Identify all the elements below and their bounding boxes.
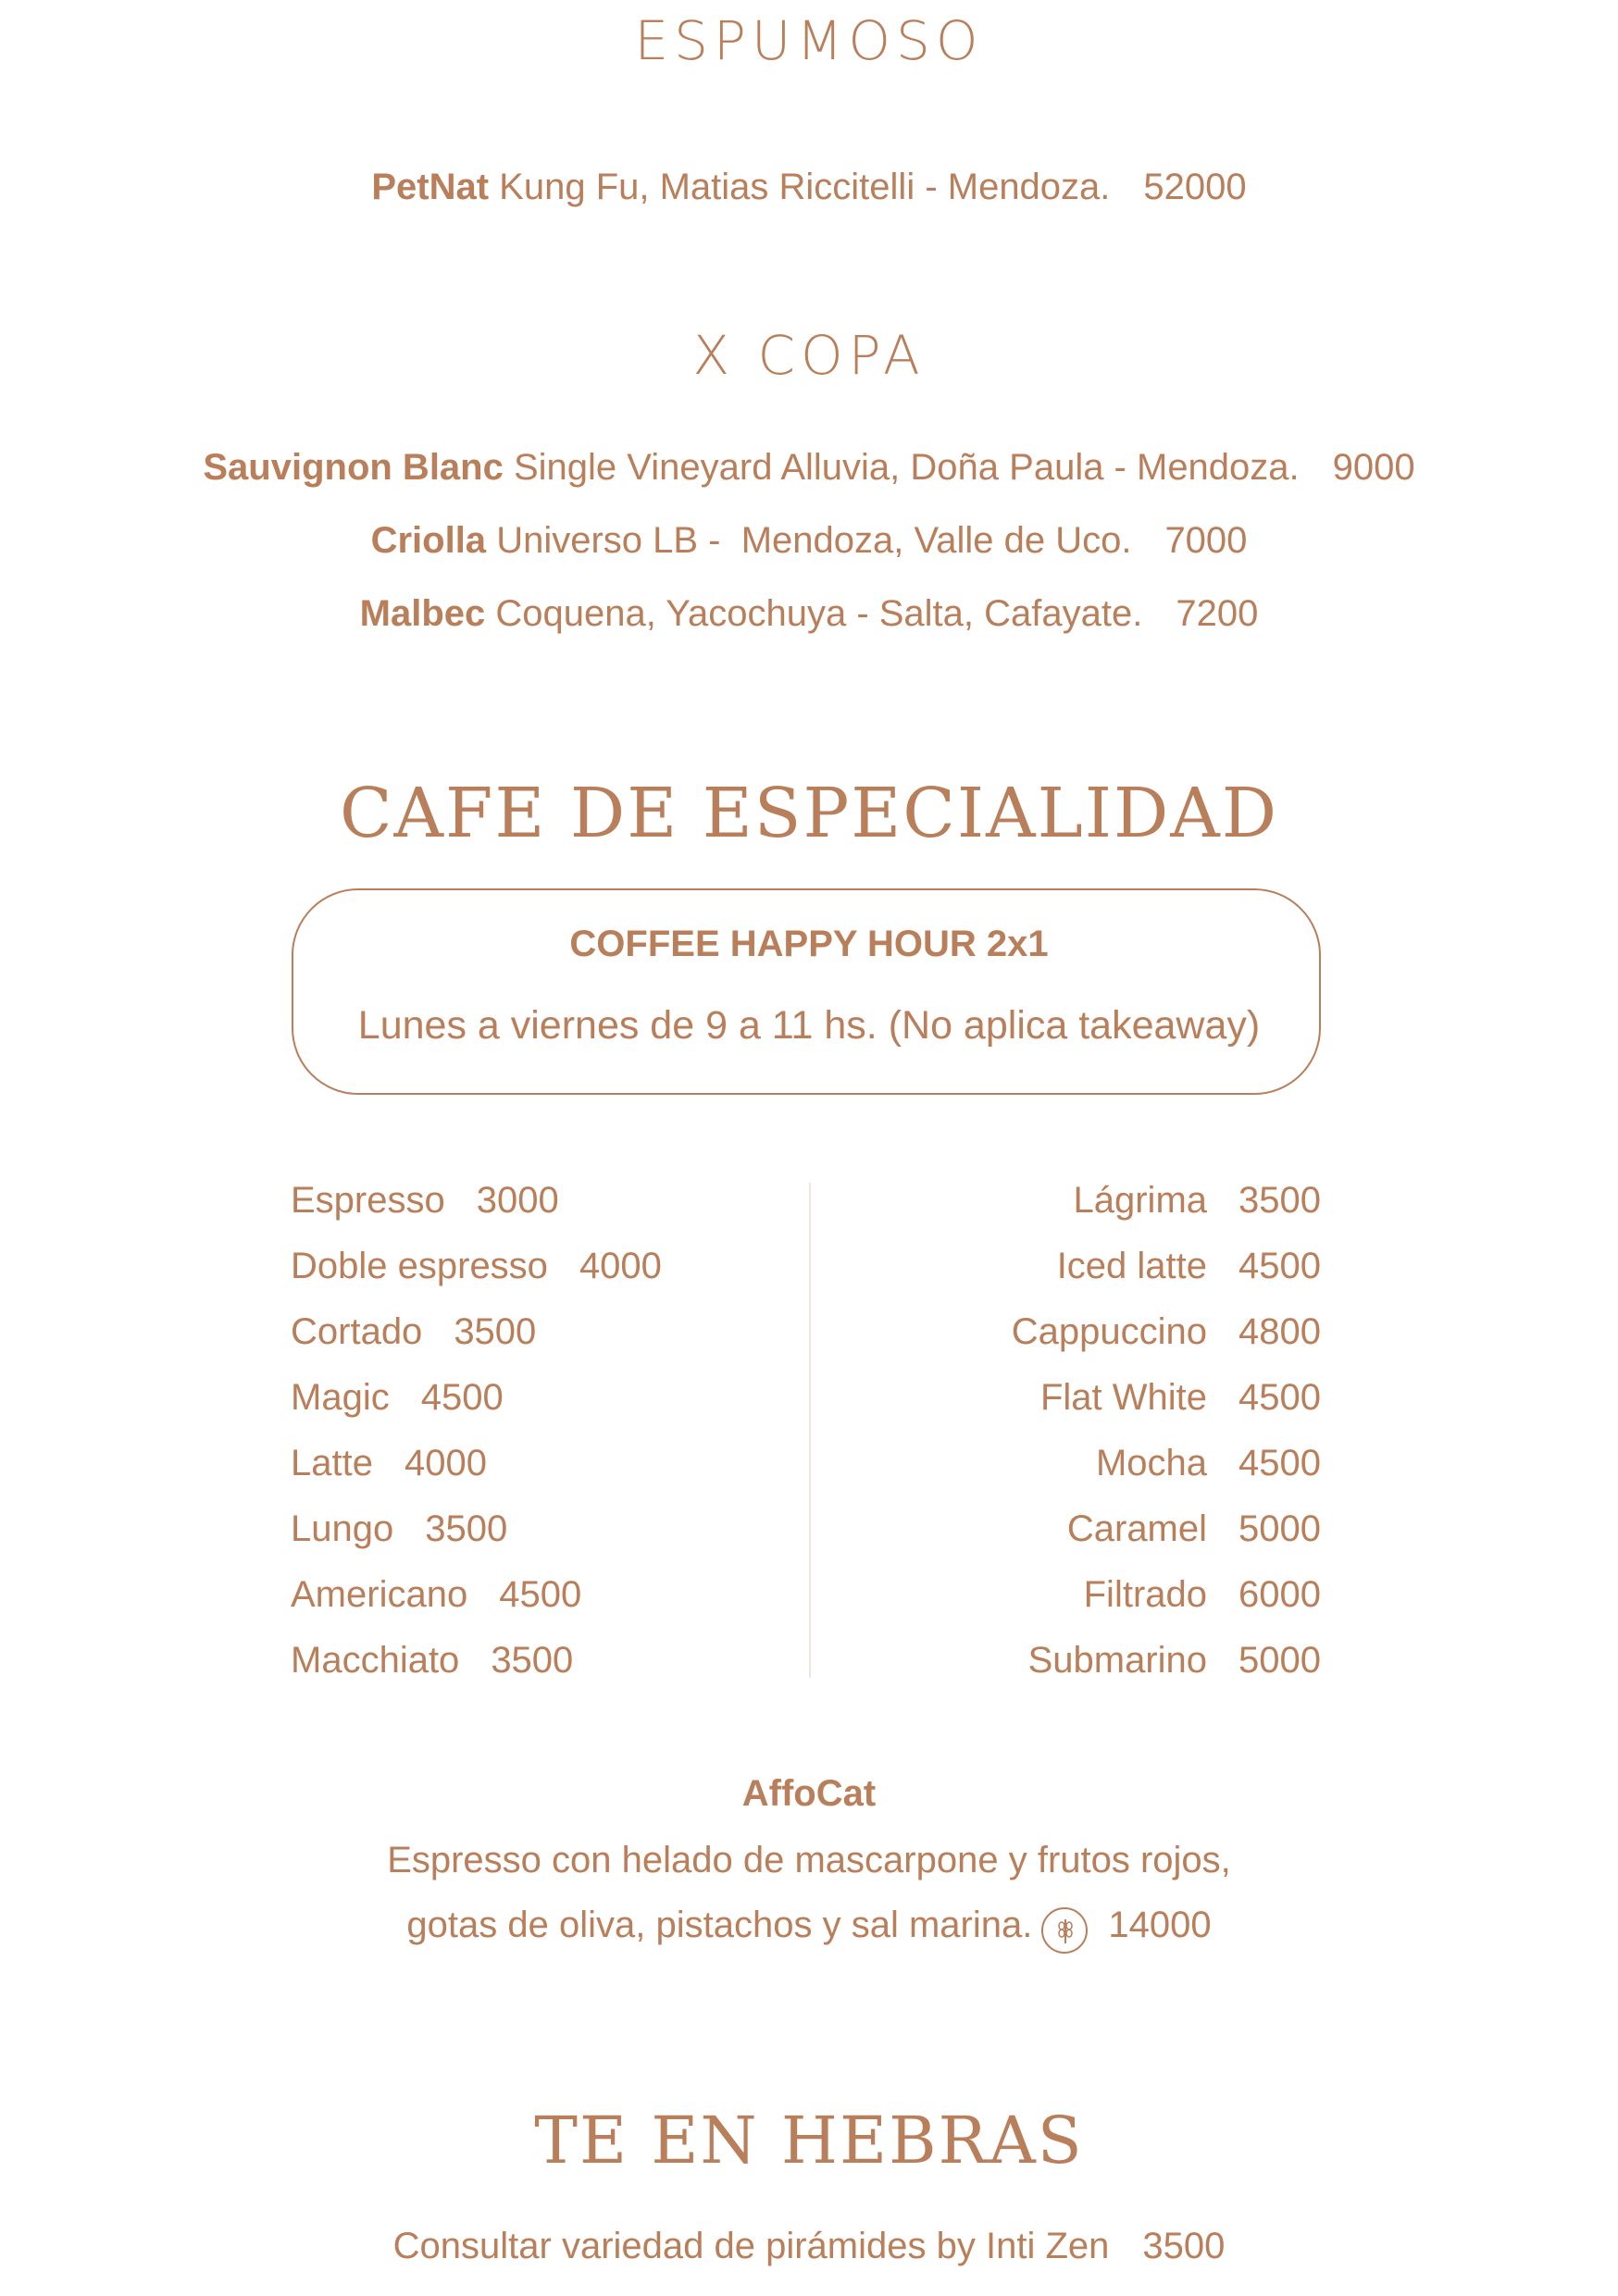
item-desc: Universo LB - Mendoza, Valle de Uco.	[496, 520, 1132, 561]
item-name: Submarino	[1027, 1640, 1208, 1681]
item-name: Latte	[291, 1443, 373, 1483]
te-price: 3500	[1142, 2226, 1226, 2266]
list-item	[291, 1568, 809, 1633]
affocat-title: AffoCat	[741, 1773, 877, 1814]
list-item	[809, 1568, 1321, 1633]
item-name: Lungo	[291, 1508, 394, 1549]
item-desc: Kung Fu, Matias Riccitelli - Mendoza.	[499, 167, 1111, 207]
item-price: 7000	[1164, 520, 1248, 561]
item-price: 5000	[1238, 1640, 1321, 1681]
list-item	[809, 1173, 1321, 1239]
list-item	[809, 1239, 1321, 1305]
affocat-desc-text: gotas de oliva, pistachos y sal marina.	[406, 1905, 1033, 1945]
item-price: 3500	[491, 1640, 574, 1681]
item-price: 4500	[499, 1574, 582, 1615]
item-name: Espresso	[291, 1180, 445, 1221]
coffee-list-right	[809, 1173, 1321, 1699]
menu-item-criolla	[0, 520, 1618, 562]
item-price: 4000	[579, 1246, 662, 1286]
item-name: Magic	[291, 1377, 390, 1418]
item-price: 6000	[1238, 1574, 1321, 1615]
item-price: 52000	[1143, 167, 1247, 207]
happy-hour-title: COFFEE HAPPY HOUR 2x1	[569, 924, 1049, 964]
item-name: Flat White	[1039, 1377, 1208, 1418]
item-name: Iced latte	[1056, 1246, 1208, 1286]
item-name: Doble espresso	[291, 1246, 548, 1286]
coffee-list-left	[291, 1173, 809, 1699]
list-item	[809, 1633, 1321, 1699]
affocat-desc-line1: Espresso con helado de mascarpone y frutos rojos,	[387, 1840, 1231, 1880]
item-price: 3500	[1238, 1180, 1321, 1221]
section-title-xcopa: X COPA	[692, 324, 926, 387]
list-item	[291, 1371, 809, 1436]
item-name: Malbec	[359, 593, 486, 634]
item-price: 7200	[1176, 593, 1259, 634]
list-item	[291, 1173, 809, 1239]
item-desc: Single Vineyard Alluvia, Doña Paula - Mendoza.	[513, 447, 1300, 488]
list-item	[291, 1305, 809, 1371]
item-name: Macchiato	[291, 1640, 460, 1681]
item-price: 3000	[476, 1180, 559, 1221]
section-title-cafe: CAFE DE ESPECIALIDAD	[339, 774, 1279, 853]
item-price: 4500	[1238, 1246, 1321, 1286]
item-name: Cappuccino	[1011, 1311, 1208, 1352]
te-line	[0, 2226, 1618, 2267]
menu-item-sauvignon	[0, 447, 1618, 489]
item-name: Mocha	[1095, 1443, 1208, 1483]
list-item	[291, 1239, 809, 1305]
item-price: 4500	[1238, 1443, 1321, 1483]
item-price: 3500	[454, 1311, 537, 1352]
item-name: Sauvignon Blanc	[203, 447, 504, 488]
section-title-te: TE EN HEBRAS	[534, 2103, 1084, 2178]
item-name: Lágrima	[1073, 1180, 1208, 1221]
happy-hour-box	[292, 888, 1321, 1095]
list-item	[291, 1436, 809, 1502]
item-price: 4000	[404, 1443, 487, 1483]
happy-hour-text: Lunes a viernes de 9 a 11 hs. (No aplica takeaway)	[357, 1003, 1261, 1048]
item-name: Americano	[291, 1574, 468, 1615]
item-name: Filtrado	[1083, 1574, 1208, 1615]
item-name: PetNat	[371, 167, 490, 207]
list-item	[291, 1633, 809, 1699]
section-title-espumoso: ESPUMOSO	[634, 9, 984, 72]
item-price: 4800	[1238, 1311, 1321, 1352]
item-name: Cortado	[291, 1311, 423, 1352]
item-price: 3500	[425, 1508, 508, 1549]
list-item	[809, 1436, 1321, 1502]
item-price: 9000	[1332, 447, 1415, 488]
list-item	[809, 1305, 1321, 1371]
list-item	[291, 1502, 809, 1568]
item-price: 5000	[1238, 1508, 1321, 1549]
list-item	[809, 1371, 1321, 1436]
item-name: Caramel	[1066, 1508, 1208, 1549]
item-name: Criolla	[370, 520, 487, 561]
item-price: 4500	[1238, 1377, 1321, 1418]
menu-item-malbec	[0, 593, 1618, 635]
te-desc: Consultar variedad de pirámides by Inti Zen	[392, 2226, 1110, 2266]
item-desc: Coquena, Yacochuya - Salta, Cafayate.	[495, 593, 1143, 634]
menu-item-petnat	[0, 167, 1618, 208]
list-item	[809, 1502, 1321, 1568]
wheat-seal-icon	[1041, 1907, 1088, 1954]
affocat-desc-line2	[0, 1905, 1618, 1954]
item-price: 4500	[420, 1377, 504, 1418]
affocat-price: 14000	[1108, 1905, 1212, 1945]
